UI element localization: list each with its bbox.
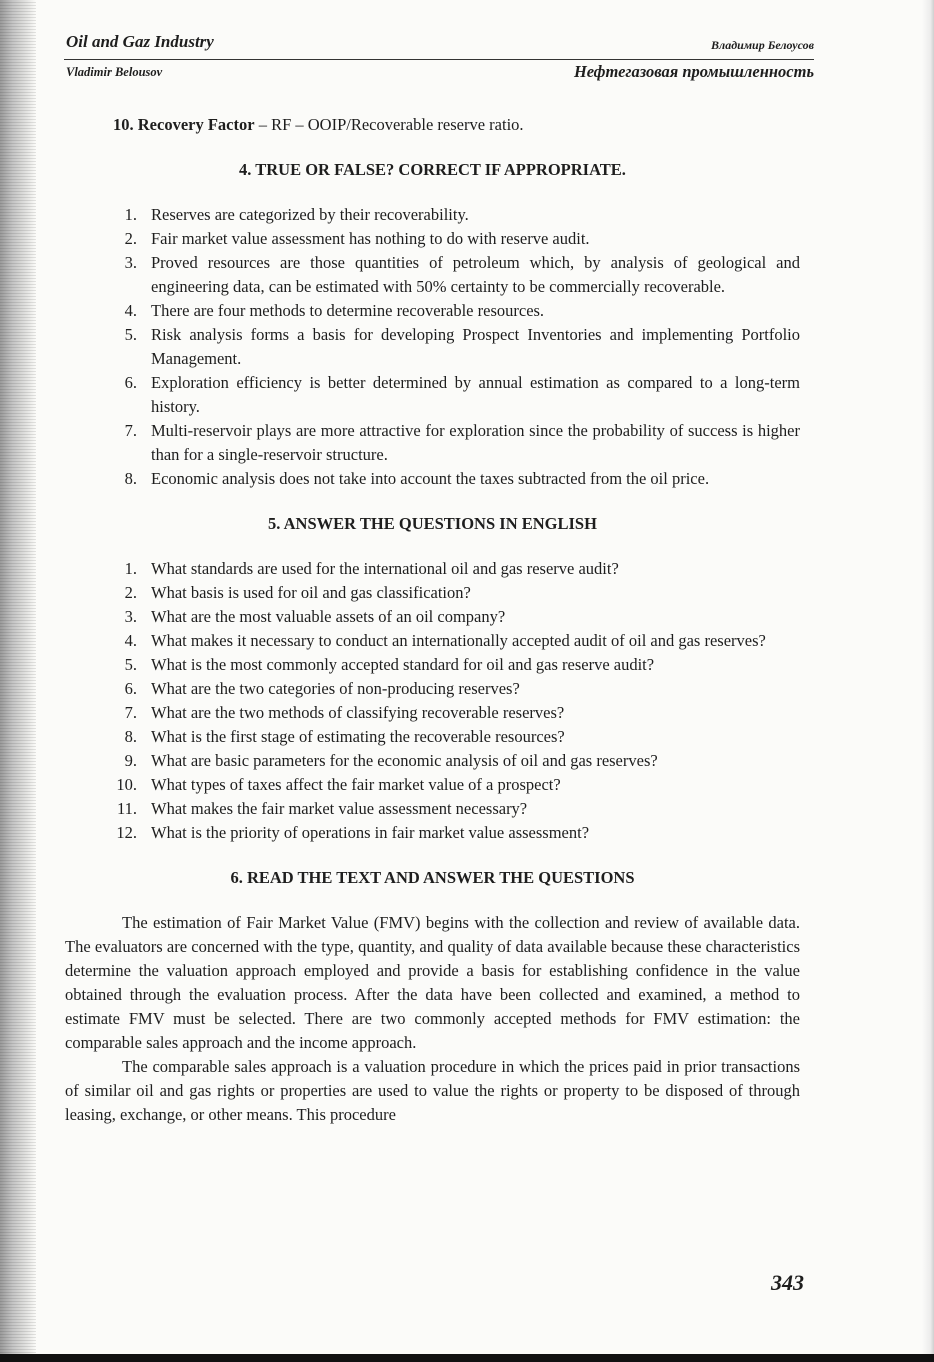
questions-list <box>65 557 800 845</box>
list-item-text: What is the most commonly accepted standard for oil and gas reserve audit? <box>151 655 655 674</box>
page-edge-shadow <box>922 0 934 1362</box>
list-item-text: Risk analysis forms a basis for developing Prospect Inventories and implementing Portfolio Management. <box>151 325 800 368</box>
true-false-list <box>65 203 800 491</box>
definition-item-10 <box>113 113 800 137</box>
list-item-number: 3. <box>124 253 137 272</box>
list-item-text: What are the most valuable assets of an oil company? <box>151 607 506 626</box>
list-item-number: 1. <box>124 205 137 224</box>
list-item <box>65 419 800 467</box>
list-item-number: 6. <box>124 373 137 392</box>
list-item-number: 5. <box>124 655 137 674</box>
list-item-text: What are basic parameters for the economic analysis of oil and gas reserves? <box>151 751 658 770</box>
list-item-text: What are the two categories of non-producing reserves? <box>151 679 520 698</box>
list-item-number: 4. <box>124 631 137 650</box>
list-item-number: 10. <box>116 775 137 794</box>
list-item <box>65 797 800 821</box>
list-item-text: What types of taxes affect the fair market value of a prospect? <box>151 775 561 794</box>
list-item-text: What is the priority of operations in fair market value assessment? <box>151 823 590 842</box>
reading-text <box>65 911 800 1127</box>
book-binding-shadow <box>0 0 36 1362</box>
section-5-title: 5. ANSWER THE QUESTIONS IN ENGLISH <box>268 514 597 533</box>
list-item-number: 5. <box>124 325 137 344</box>
list-item <box>65 557 800 581</box>
list-item-text: Economic analysis does not take into account the taxes subtracted from the oil price. <box>151 469 710 488</box>
list-item-number: 1. <box>124 559 137 578</box>
list-item-number: 6. <box>124 679 137 698</box>
list-item-text: Proved resources are those quantities of petroleum which, by analysis of geological and engineering data, can be estimated with 50% certainty to be commercially recoverable. <box>151 253 800 296</box>
list-item-number: 2. <box>124 583 137 602</box>
list-item <box>65 323 800 371</box>
header-book-title-en: Oil and Gaz Industry <box>66 32 214 51</box>
list-item-text: What makes the fair market value assessment necessary? <box>151 799 528 818</box>
text-paragraph: The comparable sales approach is a valuation procedure in which the prices paid in prior transactions of similar oil and gas rights or properties are used to value the rights or property to be disposed of through leasing, exchange, or other means. This procedure <box>65 1057 800 1124</box>
list-item <box>65 251 800 299</box>
list-item-text: What standards are used for the international oil and gas reserve audit? <box>151 559 619 578</box>
list-item <box>65 701 800 725</box>
definition-text: – RF – OOIP/Recoverable reserve ratio. <box>254 115 524 134</box>
list-item <box>65 677 800 701</box>
page-content <box>65 113 800 1127</box>
list-item <box>65 467 800 491</box>
text-paragraph: The estimation of Fair Market Value (FMV) begins with the collection and review of available data. The evaluators are concerned with the type, quantity, and quality of data available because these characteristics determine the valuation approach employed and provide a basis for establishing confidence in the value obtained through the evaluation process. After the data have been collected and examined, a method to estimate FMV must be selected. There are two commonly accepted methods for FMV estimation: the comparable sales approach and the income approach. <box>65 913 800 1052</box>
list-item-text: What are the two methods of classifying recoverable reserves? <box>151 703 565 722</box>
list-item <box>65 371 800 419</box>
list-item-text: What makes it necessary to conduct an internationally accepted audit of oil and gas reserves? <box>151 631 766 650</box>
list-item-number: 2. <box>124 229 137 248</box>
list-item <box>65 227 800 251</box>
list-item-number: 4. <box>124 301 137 320</box>
header-rule <box>64 59 814 60</box>
header-author-en: Vladimir Belousov <box>66 65 163 79</box>
list-item-number: 12. <box>116 823 137 842</box>
list-item <box>65 653 800 677</box>
list-item <box>65 605 800 629</box>
list-item-number: 9. <box>124 751 137 770</box>
definition-number: 10. <box>113 115 134 134</box>
list-item <box>65 725 800 749</box>
list-item-number: 3. <box>124 607 137 626</box>
list-item <box>65 629 800 653</box>
list-item <box>65 749 800 773</box>
list-item-text: What is the first stage of estimating the recoverable resources? <box>151 727 565 746</box>
list-item-number: 7. <box>124 703 137 722</box>
header-author-ru: Владимир Белоусов <box>711 38 814 52</box>
list-item-text: What basis is used for oil and gas classification? <box>151 583 471 602</box>
list-item <box>65 203 800 227</box>
list-item <box>65 581 800 605</box>
section-4-title: 4. TRUE OR FALSE? CORRECT IF APPROPRIATE. <box>239 160 626 179</box>
list-item-text: Exploration efficiency is better determined by annual estimation as compared to a long-term history. <box>151 373 800 416</box>
list-item <box>65 821 800 845</box>
list-item-number: 11. <box>116 799 137 818</box>
list-item-number: 7. <box>124 421 137 440</box>
definition-term: Recovery Factor <box>137 115 255 134</box>
list-item <box>65 773 800 797</box>
list-item-number: 8. <box>124 469 137 488</box>
list-item-text: Reserves are categorized by their recoverability. <box>151 205 469 224</box>
list-item-text: Multi-reservoir plays are more attractive for exploration since the probability of success is higher than for a single-reservoir structure. <box>151 421 800 464</box>
scan-bottom-border <box>0 1354 934 1362</box>
section-6-title: 6. READ THE TEXT AND ANSWER THE QUESTIONS <box>230 868 635 887</box>
list-item-text: Fair market value assessment has nothing to do with reserve audit. <box>151 229 590 248</box>
list-item <box>65 299 800 323</box>
header-book-title-ru: Нефтегазовая промышленность <box>573 62 814 81</box>
list-item-number: 8. <box>124 727 137 746</box>
page-number: 343 <box>771 1270 804 1295</box>
list-item-text: There are four methods to determine recoverable resources. <box>151 301 545 320</box>
